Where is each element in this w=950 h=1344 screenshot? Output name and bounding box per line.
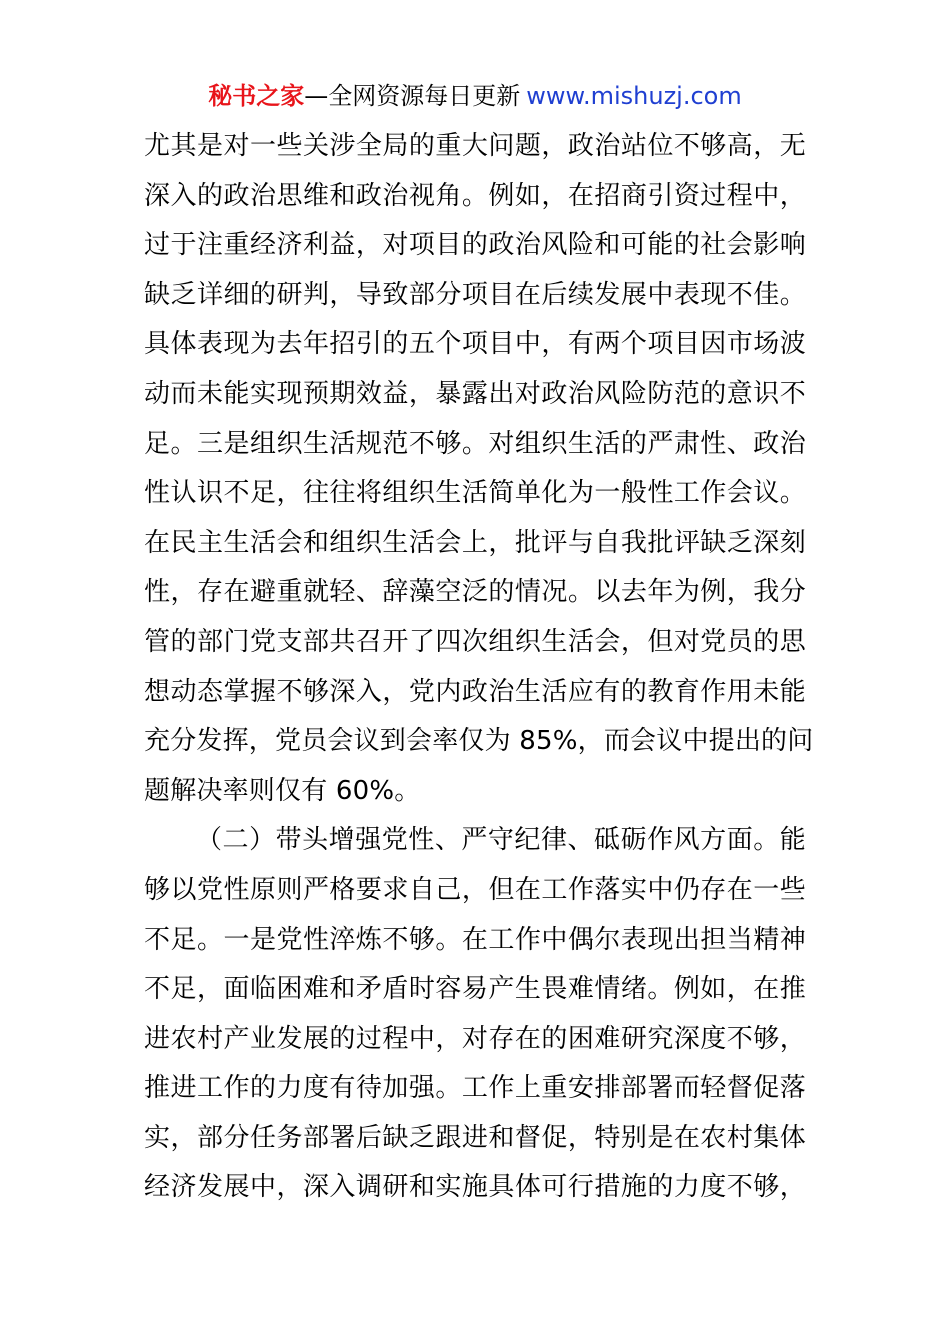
header-tagline: —全网资源每日更新 [304, 82, 521, 110]
text-line: 性认识不足，往往将组织生活简单化为一般性工作会议。 [144, 478, 806, 509]
text-line: 足。三是组织生活规范不够。对组织生活的严肃性、政治 [144, 428, 806, 459]
text-line: 动而未能实现预期效益，暴露出对政治风险防范的意识不 [144, 378, 806, 409]
text-line: 充分发挥，党员会议到会率仅为 85%，而会议中提出的问 [144, 726, 814, 757]
document-body [144, 122, 814, 1213]
text-line: 缺乏详细的研判，导致部分项目在后续发展中表现不佳。 [144, 279, 806, 310]
text-line: 不足。一是党性淬炼不够。在工作中偶尔表现出担当精神 [144, 924, 806, 955]
text-line: 性，存在避重就轻、辞藻空泛的情况。以去年为例，我分 [144, 577, 806, 608]
text-line: 经济发展中，深入调研和实施具体可行措施的力度不够， [144, 1172, 806, 1203]
text-line: 尤其是对一些关涉全局的重大问题，政治站位不够高，无 [144, 131, 806, 161]
text-line: 具体表现为去年招引的五个项目中，有两个项目因市场波 [144, 329, 806, 360]
header-brand: 秘书之家 [208, 82, 305, 110]
text-line: 管的部门党支部共召开了四次组织生活会，但对党员的思 [144, 626, 806, 657]
header-url-link[interactable]: www.mishuzj.com [526, 82, 742, 110]
text-line: 在民主生活会和组织生活会上，批评与自我批评缺乏深刻 [144, 527, 806, 558]
page-header [0, 80, 950, 112]
text-line: 推进工作的力度有待加强。工作上重安排部署而轻督促落 [144, 1073, 806, 1104]
text-line: 想动态掌握不够深入，党内政治生活应有的教育作用未能 [144, 676, 806, 707]
text-line: 实，部分任务部署后缺乏跟进和督促，特别是在农村集体 [144, 1122, 806, 1153]
text-line: 过于注重经济利益，对项目的政治风险和可能的社会影响 [144, 230, 806, 261]
text-line: 够以党性原则严格要求自己，但在工作落实中仍存在一些 [144, 874, 806, 905]
text-line: 进农村产业发展的过程中，对存在的困难研究深度不够， [144, 1023, 806, 1054]
text-line: 深入的政治思维和政治视角。例如，在招商引资过程中， [144, 180, 806, 211]
text-line: 题解决率则仅有 60%。 [144, 775, 421, 806]
text-line: 不足，面临困难和矛盾时容易产生畏难情绪。例如，在推 [144, 974, 806, 1005]
section-heading-line: （二）带头增强党性、严守纪律、砥砺作风方面。能 [196, 825, 806, 856]
